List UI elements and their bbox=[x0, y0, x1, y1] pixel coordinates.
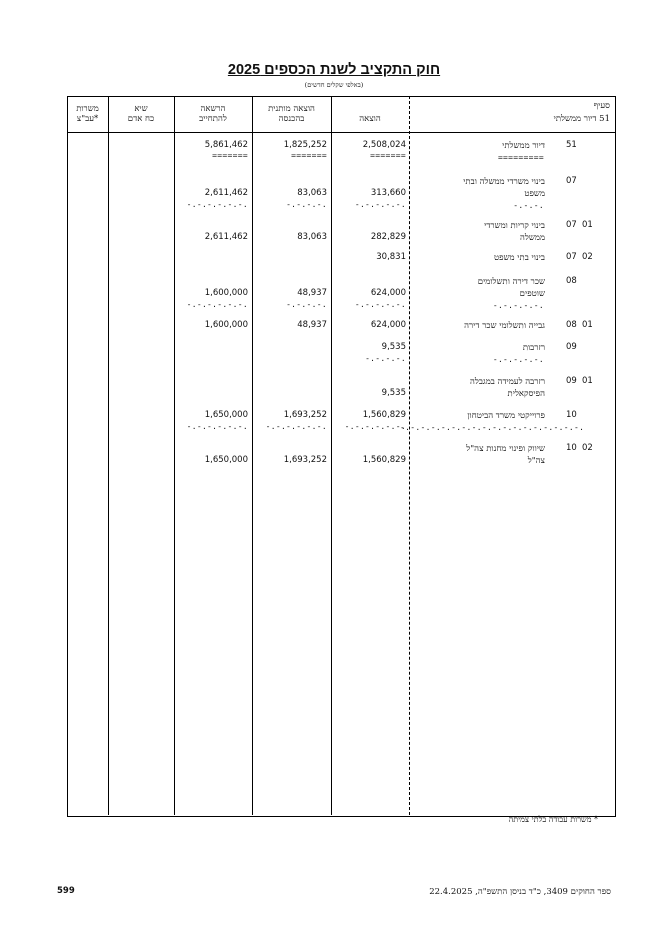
row-code-secondary: 01 bbox=[582, 376, 593, 386]
col-divider bbox=[108, 96, 109, 815]
row-expense-value: 1,560,829 bbox=[362, 455, 406, 465]
row-authorization-subtotal-mark: -.-.-.-.-.-. bbox=[186, 422, 248, 431]
row-expense-value: 9,535 bbox=[381, 342, 406, 352]
row-expense-value: 2,508,024 bbox=[362, 140, 406, 150]
row-conditional-subtotal-mark: -.-.-.-. bbox=[286, 300, 327, 309]
page-title: חוק התקציב לשנת הכספים 2025 bbox=[227, 62, 441, 78]
row-authorization-value: 1,650,000 bbox=[204, 455, 248, 465]
page-number: 599 bbox=[57, 886, 75, 896]
header-conditional: הוצאה מותנית בהכנסה bbox=[268, 104, 315, 124]
row-expense-value: 9,535 bbox=[381, 388, 406, 398]
page-subtitle: (באלפי שקלים חדשים) bbox=[304, 81, 364, 89]
row-code-primary: 10 bbox=[566, 410, 577, 420]
row-code-secondary: 01 bbox=[582, 320, 593, 330]
row-item-name: גבייה ותשלומי שכר דירה bbox=[464, 321, 545, 331]
row-authorization-value: 1,600,000 bbox=[204, 320, 248, 330]
row-code-primary: 09 bbox=[566, 342, 577, 352]
row-item-name: שיווק ופינוי מחנות צה"ל bbox=[466, 444, 545, 454]
row-expense-total-mark: ======= bbox=[370, 151, 406, 160]
row-expense-value: 624,000 bbox=[370, 288, 406, 298]
row-item-underline: -.-.-.-.-. bbox=[492, 301, 544, 310]
header-positions: משרות עב"צ* bbox=[76, 104, 99, 124]
row-item-name: בינוי קריות ומשרדי bbox=[484, 221, 545, 231]
row-authorization-value: 1,650,000 bbox=[204, 410, 248, 420]
header-section-label: סעיף bbox=[593, 101, 610, 111]
row-expense-value: 30,831 bbox=[376, 252, 406, 262]
row-expense-value: 1,560,829 bbox=[362, 410, 406, 420]
row-expense-value: 624,000 bbox=[370, 320, 406, 330]
row-expense-subtotal-mark: -.-.-.-. bbox=[365, 354, 406, 363]
row-item-name: פרוייקטי משרד הביטחון bbox=[467, 411, 545, 421]
publication-info: ספר החוקים 3409, כ"ד בניסן התשפ"ה, 22.4.2025 bbox=[429, 887, 611, 897]
row-expense-subtotal-mark: -.-.-.-.-. bbox=[354, 300, 406, 309]
row-code-primary: 08 bbox=[566, 276, 577, 286]
row-expense-value: 282,829 bbox=[370, 232, 406, 242]
row-conditional-total-mark: ======= bbox=[291, 151, 327, 160]
row-code-primary: 51 bbox=[566, 140, 577, 150]
row-item-name: רזרבה לעמידה במגבלה bbox=[469, 377, 545, 387]
row-code-primary: 09 bbox=[566, 376, 577, 386]
row-conditional-value: 1,693,252 bbox=[283, 455, 327, 465]
row-code-primary: 07 bbox=[566, 252, 577, 262]
row-code-primary: 08 bbox=[566, 320, 577, 330]
row-expense-value: 313,660 bbox=[370, 188, 406, 198]
row-conditional-value: 1,825,252 bbox=[283, 140, 327, 150]
row-item-name: רזרבות bbox=[522, 343, 545, 353]
row-item-name: ממשלה bbox=[520, 233, 545, 243]
footnote: * משרות עבודה בלתי צמיתה bbox=[508, 815, 598, 824]
row-authorization-value: 2,611,462 bbox=[204, 188, 248, 198]
header-divider bbox=[67, 132, 615, 133]
row-expense-subtotal-mark: -.-.-.-.-.-. bbox=[344, 422, 406, 431]
header-section: 51 דיור ממשלתי bbox=[553, 114, 610, 124]
row-item-name: שכר דירה ותשלומים bbox=[477, 277, 545, 287]
row-conditional-value: 83,063 bbox=[297, 232, 327, 242]
row-item-underline: ========= bbox=[497, 153, 544, 162]
row-authorization-subtotal-mark: -.-.-.-.-.-. bbox=[186, 200, 248, 209]
row-item-underline: -.-.-.-.-. bbox=[492, 355, 544, 364]
header-manpower: שיא כח אדם bbox=[127, 104, 155, 124]
row-item-name: משפט bbox=[524, 189, 545, 199]
row-authorization-subtotal-mark: -.-.-.-.-.-. bbox=[186, 300, 248, 309]
row-authorization-value: 2,611,462 bbox=[204, 232, 248, 242]
row-item-name: בינוי משרדי ממשלה ובתי bbox=[463, 177, 545, 187]
row-conditional-subtotal-mark: -.-.-.-. bbox=[286, 200, 327, 209]
row-code-secondary: 01 bbox=[582, 220, 593, 230]
row-conditional-subtotal-mark: -.-.-.-.-.-. bbox=[265, 422, 327, 431]
header-expense: הוצאה bbox=[359, 114, 381, 124]
row-conditional-value: 83,063 bbox=[297, 188, 327, 198]
row-conditional-value: 48,937 bbox=[297, 288, 327, 298]
row-conditional-value: 48,937 bbox=[297, 320, 327, 330]
row-code-primary: 07 bbox=[566, 176, 577, 186]
row-item-name: בינוי בתי משפט bbox=[493, 253, 545, 263]
row-item-name: דיור ממשלתי bbox=[502, 141, 545, 151]
row-item-name: הפיסקאלית bbox=[507, 389, 545, 399]
row-code-primary: 07 bbox=[566, 220, 577, 230]
row-expense-subtotal-mark: -.-.-.-.-. bbox=[354, 200, 406, 209]
row-item-underline: -.-.-.-.-.-.-.-.-.-.-.-.-.-.-.-.-.-. bbox=[400, 423, 585, 432]
row-code-secondary: 02 bbox=[582, 443, 593, 453]
row-authorization-value: 5,861,462 bbox=[204, 140, 248, 150]
row-item-name: שוטפים bbox=[519, 289, 545, 299]
row-code-secondary: 02 bbox=[582, 252, 593, 262]
row-authorization-total-mark: ======= bbox=[212, 151, 248, 160]
row-conditional-value: 1,693,252 bbox=[283, 410, 327, 420]
row-item-name: צה"ל bbox=[527, 456, 545, 466]
row-authorization-value: 1,600,000 bbox=[204, 288, 248, 298]
header-authorization: הרשאה להתחייב bbox=[199, 104, 227, 124]
row-item-underline: -.-.-. bbox=[513, 201, 544, 210]
row-code-primary: 10 bbox=[566, 443, 577, 453]
